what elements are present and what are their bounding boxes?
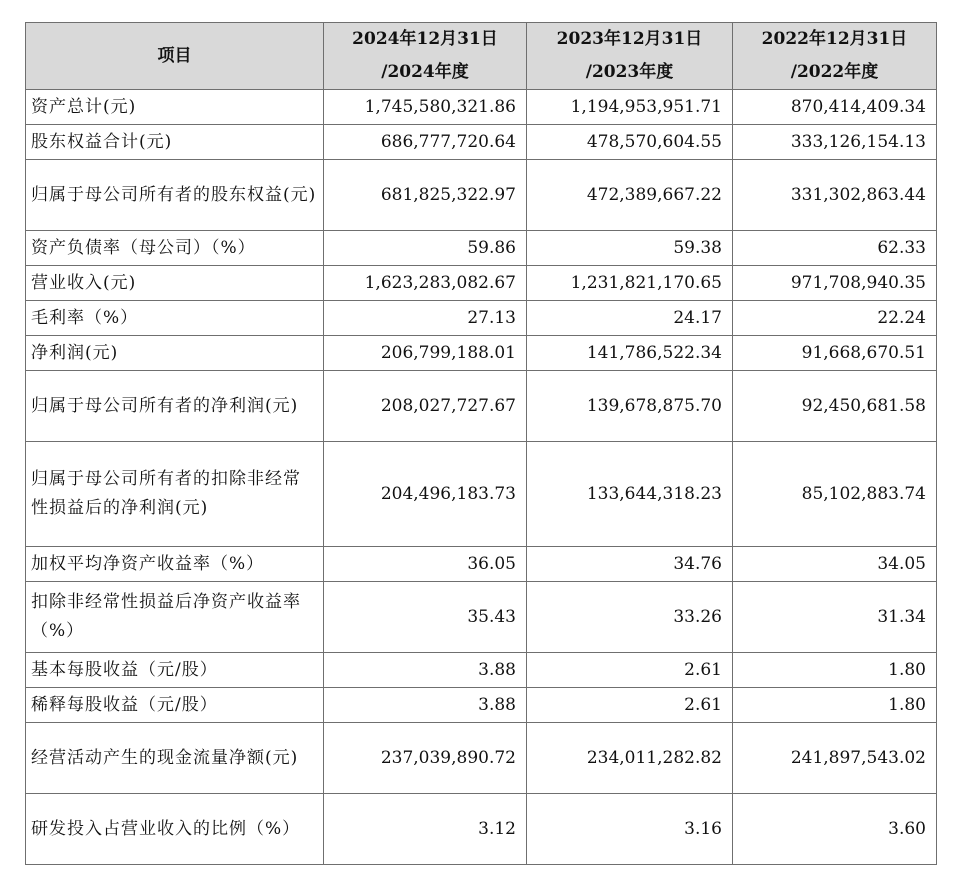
table-row: [26, 266, 937, 301]
value-2023: 478,570,604.55: [527, 125, 733, 160]
header-2023-date: 2023年12月31日: [556, 29, 703, 49]
row-label: 资产负债率（母公司）（%）: [26, 231, 324, 266]
value-2023: 2.61: [527, 688, 733, 723]
value-2023: 141,786,522.34: [527, 336, 733, 371]
value-2024: 59.86: [324, 231, 527, 266]
row-label: 研发投入占营业收入的比例（%）: [26, 794, 324, 865]
table-row: [26, 125, 937, 160]
value-2023: 133,644,318.23: [527, 442, 733, 547]
value-2023: 3.16: [527, 794, 733, 865]
value-2024: 3.88: [324, 688, 527, 723]
row-label: 股东权益合计(元): [26, 125, 324, 160]
value-2022: 3.60: [733, 794, 937, 865]
row-label: 资产总计(元): [26, 90, 324, 125]
value-2022: 31.34: [733, 582, 937, 653]
value-2024: 206,799,188.01: [324, 336, 527, 371]
table-header: [26, 23, 937, 90]
value-2023: 2.61: [527, 653, 733, 688]
header-2022-date: 2022年12月31日: [761, 29, 908, 49]
value-2023: 24.17: [527, 301, 733, 336]
row-label: 归属于母公司所有者的扣除非经常性损益后的净利润(元): [26, 442, 324, 547]
value-2022: 331,302,863.44: [733, 160, 937, 231]
value-2023: 59.38: [527, 231, 733, 266]
table-row: [26, 723, 937, 794]
value-2022: 870,414,409.34: [733, 90, 937, 125]
value-2024: 1,745,580,321.86: [324, 90, 527, 125]
header-2022: [733, 23, 937, 90]
value-2024: 204,496,183.73: [324, 442, 527, 547]
header-row: [26, 23, 937, 90]
table-row: [26, 160, 937, 231]
row-label: 毛利率（%）: [26, 301, 324, 336]
value-2024: 208,027,727.67: [324, 371, 527, 442]
value-2024: 686,777,720.64: [324, 125, 527, 160]
value-2024: 27.13: [324, 301, 527, 336]
table-row: [26, 794, 937, 865]
value-2022: 85,102,883.74: [733, 442, 937, 547]
row-label: 稀释每股收益（元/股）: [26, 688, 324, 723]
row-label: 基本每股收益（元/股）: [26, 653, 324, 688]
table-row: [26, 653, 937, 688]
value-2023: 33.26: [527, 582, 733, 653]
value-2022: 92,450,681.58: [733, 371, 937, 442]
value-2024: 237,039,890.72: [324, 723, 527, 794]
value-2024: 36.05: [324, 547, 527, 582]
value-2023: 1,194,953,951.71: [527, 90, 733, 125]
value-2023: 472,389,667.22: [527, 160, 733, 231]
row-label: 扣除非经常性损益后净资产收益率（%）: [26, 582, 324, 653]
row-label: 净利润(元): [26, 336, 324, 371]
value-2022: 241,897,543.02: [733, 723, 937, 794]
row-label: 经营活动产生的现金流量净额(元): [26, 723, 324, 794]
header-item: 项目: [26, 23, 324, 90]
row-label: 归属于母公司所有者的股东权益(元): [26, 160, 324, 231]
value-2023: 234,011,282.82: [527, 723, 733, 794]
value-2022: 62.33: [733, 231, 937, 266]
row-label: 营业收入(元): [26, 266, 324, 301]
header-2024-year: /2024年度: [381, 62, 469, 82]
row-label: 归属于母公司所有者的净利润(元): [26, 371, 324, 442]
value-2022: 91,668,670.51: [733, 336, 937, 371]
row-label: 加权平均净资产收益率（%）: [26, 547, 324, 582]
value-2023: 34.76: [527, 547, 733, 582]
table-row: [26, 547, 937, 582]
table-row: [26, 336, 937, 371]
header-2022-year: /2022年度: [790, 62, 879, 82]
value-2022: 22.24: [733, 301, 937, 336]
table-row: [26, 688, 937, 723]
value-2023: 1,231,821,170.65: [527, 266, 733, 301]
header-2023-year: /2023年度: [585, 62, 674, 82]
value-2024: 1,623,283,082.67: [324, 266, 527, 301]
value-2024: 681,825,322.97: [324, 160, 527, 231]
value-2022: 333,126,154.13: [733, 125, 937, 160]
value-2023: 139,678,875.70: [527, 371, 733, 442]
value-2022: 34.05: [733, 547, 937, 582]
value-2024: 3.88: [324, 653, 527, 688]
header-2024-date: 2024年12月31日: [352, 29, 498, 49]
financial-data-table: [25, 22, 937, 865]
table-body: [26, 90, 937, 865]
header-2024: [324, 23, 527, 90]
table-row: [26, 301, 937, 336]
value-2022: 1.80: [733, 653, 937, 688]
table-row: [26, 371, 937, 442]
table-row: [26, 582, 937, 653]
value-2024: 35.43: [324, 582, 527, 653]
value-2024: 3.12: [324, 794, 527, 865]
value-2022: 971,708,940.35: [733, 266, 937, 301]
table-row: [26, 90, 937, 125]
header-2023: [527, 23, 733, 90]
table-row: [26, 442, 937, 547]
table-row: [26, 231, 937, 266]
value-2022: 1.80: [733, 688, 937, 723]
